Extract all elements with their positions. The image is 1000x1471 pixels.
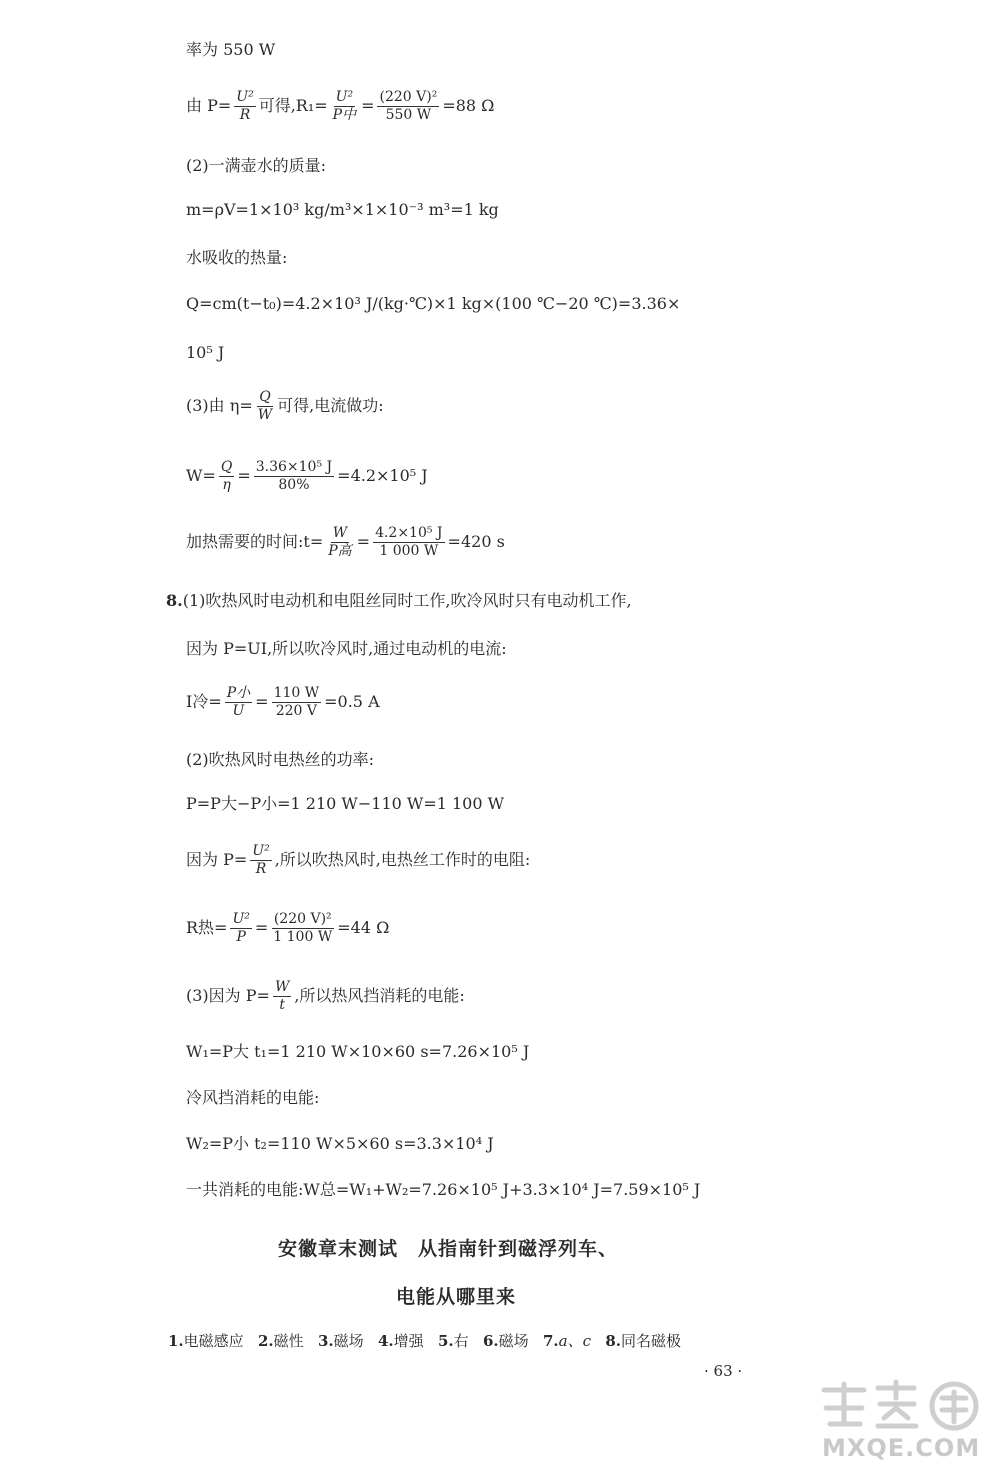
text: =88 Ω [442, 96, 495, 115]
text: 因为 P=UI,所以吹冷风时,通过电动机的电流: [186, 639, 507, 658]
text: =420 s [447, 532, 505, 551]
text: = [255, 692, 269, 711]
text: 由 P= [186, 96, 232, 115]
text: ,所以热风挡消耗的电能: [294, 986, 465, 1005]
text: 因为 P= [186, 850, 248, 869]
denominator: R [255, 860, 267, 877]
answer-text: 同名磁极 [621, 1332, 682, 1350]
fraction [230, 911, 251, 946]
text: 10⁵ J [186, 343, 225, 362]
denominator: W [257, 406, 273, 423]
text: 一共消耗的电能:W总=W₁+W₂=7.26×10⁵ J+3.3×10⁴ J=7.59×10⁵ J [186, 1180, 701, 1199]
equation-line [186, 1134, 494, 1154]
numerator: U² [252, 842, 270, 859]
text-line [186, 1088, 319, 1108]
denominator: 220 V [275, 702, 317, 719]
fraction [271, 911, 334, 946]
text: m=ρV=1×10³ kg/m³×1×10⁻³ m³=1 kg [186, 200, 499, 219]
fraction [272, 685, 322, 720]
section-heading-continued: 电能从哪里来 [396, 1286, 517, 1308]
answer-text: a、c [558, 1332, 592, 1350]
fraction [234, 89, 255, 124]
fraction [219, 459, 234, 494]
equation-line [186, 682, 380, 722]
watermark-text: MXQE.COM [822, 1434, 981, 1462]
denominator: P中 [332, 106, 357, 123]
text: W= [186, 466, 216, 485]
text: = [254, 918, 269, 937]
text: I冷= [186, 692, 222, 711]
answer-text: 右 [453, 1332, 469, 1350]
numerator: U² [236, 88, 254, 105]
text: P=P大−P小=1 210 W−110 W=1 100 W [186, 794, 505, 813]
text: R热= [186, 918, 228, 937]
equation-line [186, 794, 504, 814]
equation-line [186, 456, 428, 496]
denominator: 1 000 W [379, 542, 439, 559]
answer-text: 磁性 [273, 1332, 304, 1350]
equation-line [186, 86, 494, 126]
text: ,所以吹热风时,电热丝工作时的电阻: [274, 850, 531, 869]
text: =0.5 A [324, 692, 380, 711]
equation-line [186, 294, 680, 314]
fraction [377, 89, 439, 124]
answer-text: 磁场 [333, 1332, 364, 1350]
text-line [186, 248, 287, 268]
answer-number: 8. [605, 1332, 622, 1350]
fraction [326, 525, 353, 560]
numerator: Q [259, 388, 271, 405]
question-line [166, 591, 632, 611]
numerator: (220 V)² [379, 88, 438, 105]
text-line [186, 156, 326, 176]
text: 冷风挡消耗的电能: [186, 1088, 320, 1107]
denominator: η [222, 476, 231, 493]
text: 可得,R₁= [258, 96, 328, 115]
equation-line [186, 386, 384, 426]
answer-number: 3. [318, 1332, 334, 1350]
equation-line [186, 908, 389, 948]
equation-line [186, 200, 499, 220]
equation-line [186, 343, 224, 363]
text: W₁=P大 t₁=1 210 W×10×60 s=7.26×10⁵ J [186, 1042, 530, 1061]
text: = [237, 466, 251, 485]
denominator: P [236, 928, 246, 945]
text-line [186, 639, 507, 659]
answer-number: 2. [258, 1332, 274, 1350]
text: 加热需要的时间:t= [186, 532, 324, 551]
answer-text: 磁场 [498, 1332, 529, 1350]
equation-line [186, 1180, 700, 1200]
text: (1)吹热风时电动机和电阻丝同时工作,吹冷风时只有电动机工作, [182, 591, 632, 610]
answer-number: 1. [168, 1332, 184, 1350]
text: 水吸收的热量: [186, 248, 288, 267]
watermark [818, 1378, 988, 1468]
numerator: (220 V)² [273, 910, 332, 927]
question-number: 8. [166, 591, 183, 610]
fraction [254, 459, 334, 494]
equation-line [186, 1042, 529, 1062]
text: =4.2×10⁵ J [337, 466, 428, 485]
text: (3)因为 P= [186, 986, 270, 1005]
equation-line [186, 522, 505, 562]
text: (3)由 η= [186, 396, 253, 415]
section-heading: 安徽章末测试 从指南针到磁浮列车、 [278, 1238, 619, 1260]
text: W₂=P小 t₂=110 W×5×60 s=3.3×10⁴ J [186, 1134, 494, 1153]
equation-line [186, 840, 530, 880]
text: Q=cm(t−t₀)=4.2×10³ J/(kg·℃)×1 kg×(100 ℃−20 ℃)=3.36× [186, 294, 681, 313]
answer-list [168, 1330, 681, 1351]
fraction [250, 843, 271, 878]
denominator: P高 [328, 542, 352, 559]
fraction [273, 979, 291, 1014]
text: = [356, 532, 371, 551]
text: = [361, 96, 375, 115]
fraction [225, 685, 252, 720]
text-line [186, 40, 275, 60]
answer-number: 4. [378, 1332, 394, 1350]
numerator: 110 W [273, 684, 320, 701]
numerator: W [332, 524, 348, 541]
equation-line [186, 976, 465, 1016]
answer-text: 增强 [393, 1332, 424, 1350]
denominator: R [239, 106, 251, 123]
numerator: U² [335, 88, 354, 105]
text: (2)一满壶水的质量: [186, 156, 327, 175]
text: (2)吹热风时电热丝的功率: [186, 750, 375, 769]
text-line [186, 750, 374, 770]
text: 率为 550 W [186, 40, 276, 59]
numerator: 4.2×10⁵ J [375, 524, 443, 541]
answer-text: 电磁感应 [183, 1332, 244, 1350]
numerator: P小 [226, 684, 251, 701]
answer-number: 5. [438, 1332, 454, 1350]
fraction [331, 89, 358, 124]
watermark-logo-icon [818, 1378, 984, 1432]
numerator: U² [232, 910, 250, 927]
text: =44 Ω [337, 918, 390, 937]
answer-number: 6. [483, 1332, 499, 1350]
answer-number: 7. [543, 1332, 559, 1350]
denominator: 1 100 W [273, 928, 333, 945]
denominator: U [232, 702, 245, 719]
text: 可得,电流做功: [277, 396, 384, 415]
numerator: Q [220, 458, 233, 475]
denominator: 550 W [385, 106, 432, 123]
numerator: 3.36×10⁵ J [255, 458, 333, 475]
fraction [373, 525, 444, 560]
page-number: · 63 · [704, 1362, 743, 1380]
denominator: t [279, 996, 285, 1013]
denominator: 80% [278, 476, 310, 493]
numerator: W [274, 978, 290, 995]
fraction [256, 389, 274, 424]
